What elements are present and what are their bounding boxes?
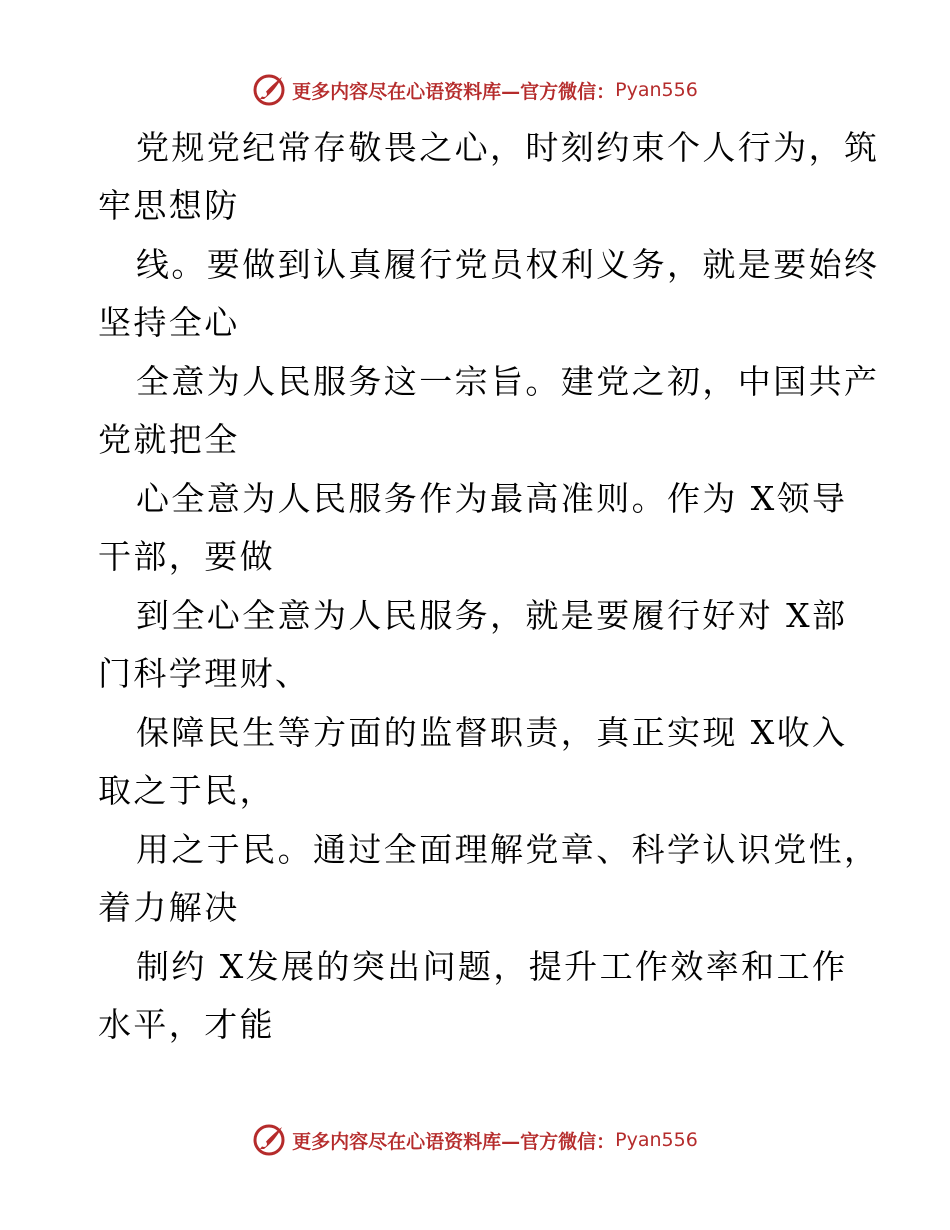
watermark-wechat-id: Pyan556 <box>615 1129 698 1151</box>
text-line: 取之于民， <box>98 771 275 810</box>
footer-watermark <box>0 1120 950 1160</box>
header-watermark <box>0 70 950 110</box>
text-line: 保障民生等方面的监督职责，真正实现 X收入 <box>136 713 848 752</box>
text-line: 党就把全 <box>98 420 240 459</box>
text-line: 干部，要做 <box>98 537 275 576</box>
feather-pen-circle-icon <box>252 73 286 107</box>
text-line: 到全心全意为人民服务，就是要履行好对 X部 <box>136 596 848 635</box>
watermark-text: 更多内容尽在心语资料库—官方微信： <box>292 1130 616 1153</box>
text-line: 党规党纪常存敬畏之心，时刻约束个人行为，筑 <box>136 128 880 167</box>
text-line: 线。要做到认真履行党员权利义务，就是要始终 <box>136 245 880 284</box>
text-line: 坚持全心 <box>98 303 240 342</box>
text-line: 着力解决 <box>98 888 240 927</box>
text-line: 全意为人民服务这一宗旨。建党之初，中国共产 <box>136 362 880 401</box>
watermark-wechat-id: Pyan556 <box>615 79 698 101</box>
text-line: 制约 X发展的突出问题，提升工作效率和工作 <box>136 947 848 986</box>
text-line: 牢思想防 <box>98 186 240 225</box>
text-line: 门科学理财、 <box>98 654 311 693</box>
watermark-text: 更多内容尽在心语资料库—官方微信： <box>292 80 616 103</box>
text-line: 心全意为人民服务作为最高准则。作为 X领导 <box>136 479 848 518</box>
feather-pen-circle-icon <box>252 1123 286 1157</box>
text-line: 水平，才能 <box>98 1005 275 1044</box>
text-line: 用之于民。通过全面理解党章、科学认识党性， <box>136 830 880 869</box>
